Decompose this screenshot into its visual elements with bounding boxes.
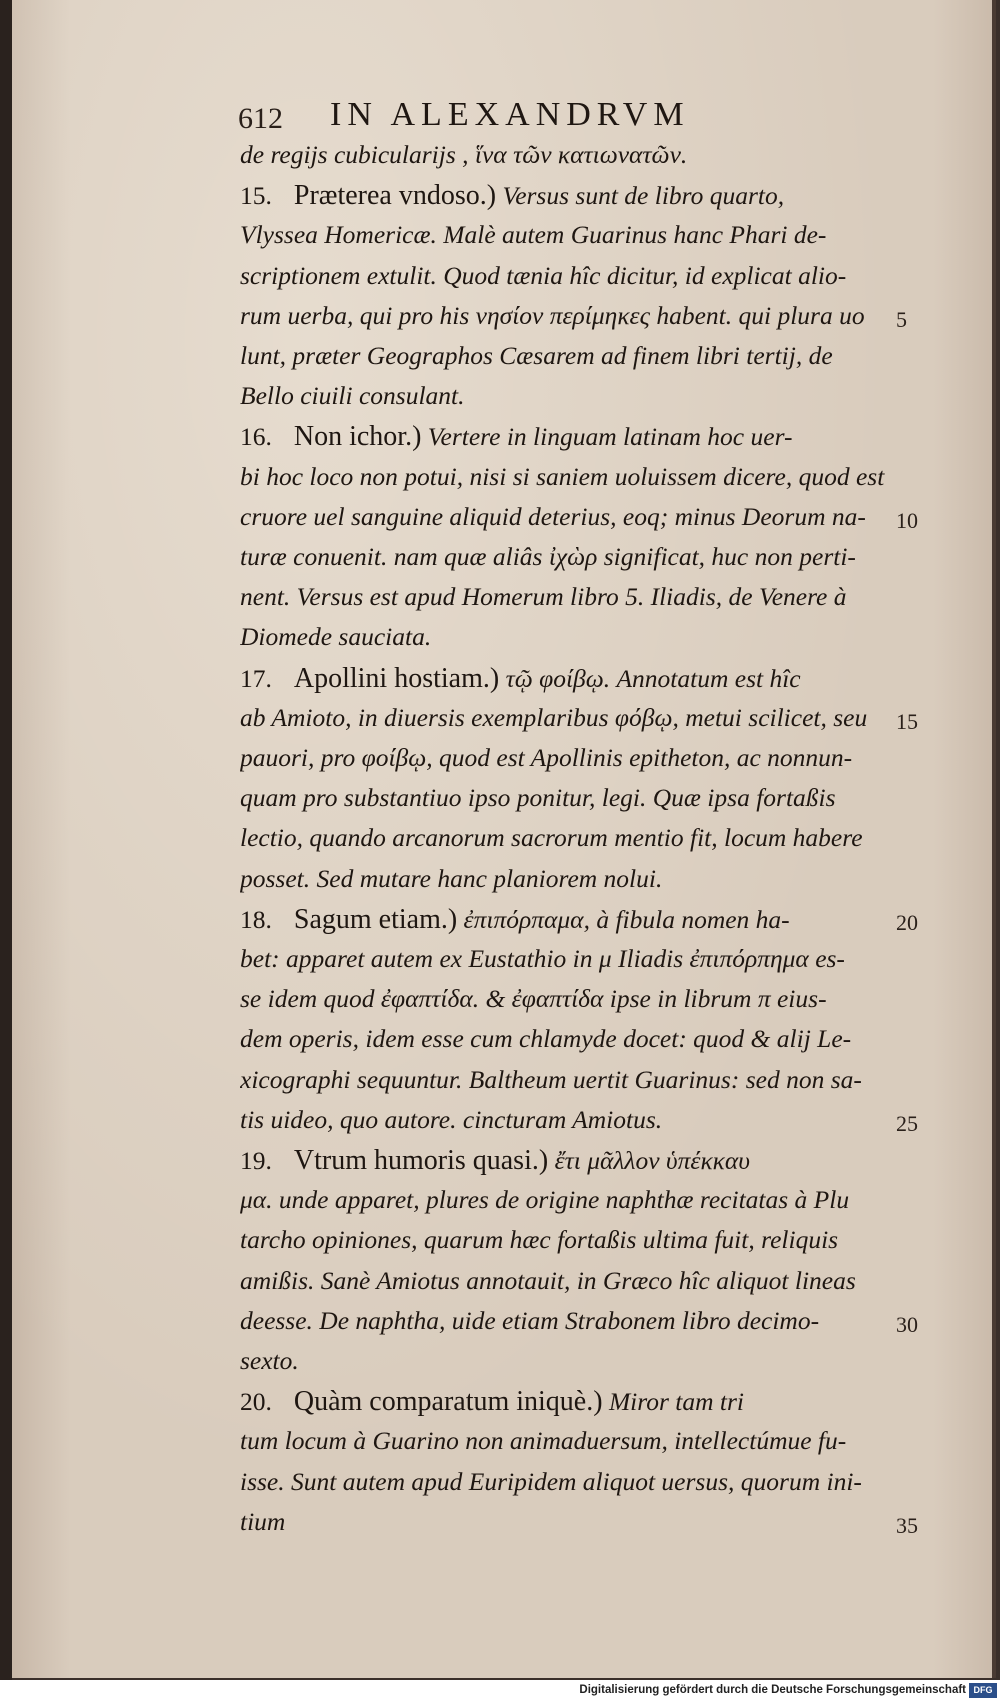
margin-line-numbers xyxy=(896,0,936,1680)
line-text: Diomede sauciata. xyxy=(240,622,432,652)
line-text: rum uerba, qui pro his νησίον περίμηκες habent. qui plura uo xyxy=(240,300,865,330)
note-lemma: Non ichor.) xyxy=(293,421,422,453)
text-line xyxy=(240,663,900,703)
line-text: isse. Sunt autem apud Euripidem aliquot uersus, quorum ini- xyxy=(240,1466,862,1496)
margin-number: 20 xyxy=(896,909,918,935)
text-line xyxy=(240,904,900,944)
line-text: de regijs cubicularijs , ἵνα τῶν κατιωνατῶν. xyxy=(240,140,688,169)
text-line xyxy=(240,864,900,904)
line-text: deesse. De naphtha, uide etiam Strabonem libro decimo- xyxy=(240,1305,820,1335)
line-text: scriptionem extulit. Quod tænia hîc dicitur, id explicat alio- xyxy=(240,260,847,290)
margin-number: 35 xyxy=(896,1512,918,1538)
line-text: amißis. Sanè Amiotus annotauit, in Græco hîc aliquot lineas xyxy=(240,1265,856,1295)
scan-edge xyxy=(0,0,12,1680)
margin-number: 15 xyxy=(896,708,918,734)
text-line xyxy=(240,462,900,502)
footer xyxy=(0,1680,1000,1703)
note-lemma: Sagum etiam.) xyxy=(293,903,458,935)
line-text: bet: apparet autem ex Eustathio in μ Iliadis ἐπιπόρπημα es- xyxy=(240,944,845,973)
dfg-logo: DFG xyxy=(969,1683,997,1698)
text-line xyxy=(240,1507,900,1547)
line-text: tis uideo, quo autore. cincturam Amiotus. xyxy=(240,1104,663,1134)
text-line xyxy=(240,1225,900,1265)
text-line xyxy=(240,1065,900,1105)
note-lemma: Vtrum humoris quasi.) xyxy=(293,1145,549,1176)
text-line xyxy=(240,502,900,542)
margin-number: 25 xyxy=(896,1110,918,1136)
text-line xyxy=(240,1145,900,1185)
margin-number: 30 xyxy=(896,1311,918,1337)
line-text: cruore uel sanguine aliquid deterius, eoq; minus Deorum na- xyxy=(240,501,866,531)
line-text: xicographi sequuntur. Baltheum uertit Guarinus: sed non sa- xyxy=(240,1064,862,1094)
line-text: dem operis, idem esse cum chlamyde docet: quod & alij Le- xyxy=(240,1024,852,1054)
line-text: sexto. xyxy=(240,1346,299,1375)
line-text: Miror tam tri xyxy=(602,1387,745,1417)
text-line xyxy=(240,341,900,381)
line-text: tarcho opiniones, quarum hæc fortaßis ultima fuit, reliquis xyxy=(240,1225,839,1255)
text-line xyxy=(240,944,900,984)
text-line xyxy=(240,743,900,783)
text-line xyxy=(240,1346,900,1386)
note-number: 17. xyxy=(240,663,272,693)
note-number: 20. xyxy=(240,1387,272,1417)
text-line xyxy=(240,140,900,180)
line-text: ἔτι μᾶλλον ὑπέκκαυ xyxy=(548,1146,751,1175)
line-text: τῷ φοίβῳ. Annotatum est hîc xyxy=(499,663,801,693)
line-text: μα. unde apparet, plures de origine naphthæ recitatas à Plu xyxy=(240,1185,850,1215)
line-text: lunt, præter Geographos Cæsarem ad finem libri tertij, de xyxy=(240,341,833,370)
text-line xyxy=(240,823,900,863)
line-text: bi hoc loco non potui, nisi si saniem uoluissem dicere, quod est xyxy=(240,461,885,491)
text-line xyxy=(240,1426,900,1466)
line-text: nent. Versus est apud Homerum libro 5. Iliadis, de Venere à xyxy=(240,582,847,612)
text-line xyxy=(240,1105,900,1145)
text-line xyxy=(240,220,900,260)
text-line xyxy=(240,622,900,662)
note-number: 16. xyxy=(240,422,272,452)
margin-number: 10 xyxy=(896,507,918,533)
line-text: ἐπιπόρπαμα, à fibula nomen ha- xyxy=(457,904,790,934)
note-lemma: Apollini hostiam.) xyxy=(293,662,500,694)
line-text: se idem quod ἐφαπτίδα. & ἐφαπτίδα ipse in librum π eius- xyxy=(240,984,827,1014)
line-text: pauori, pro φοίβῳ, quod est Apollinis epitheton, ac nonnun- xyxy=(240,743,853,772)
folio-number: 612 xyxy=(238,102,283,135)
line-text: tum locum à Guarino non animaduersum, intellectúmue fu- xyxy=(240,1426,847,1456)
line-text: quam pro substantiuo ipso ponitur, legi. Quæ ipsa fortaßis xyxy=(240,783,836,813)
line-text: lectio, quando arcanorum sacrorum mentio fit, locum habere xyxy=(240,823,863,853)
line-text: turæ conuenit. nam quæ aliâs ἰχὼρ significat, huc non perti- xyxy=(240,542,856,571)
text-line xyxy=(240,421,900,461)
text-line xyxy=(240,582,900,622)
running-head: IN ALEXANDRVM xyxy=(330,96,690,133)
text-line xyxy=(240,301,900,341)
line-text: Vertere in linguam latinam hoc uer- xyxy=(421,422,793,452)
text-line xyxy=(240,783,900,823)
page-header xyxy=(238,96,798,142)
line-text: ab Amioto, in diuersis exemplaribus φόβῳ, metui scilicet, seu xyxy=(240,702,868,732)
line-text: posset. Sed mutare hanc planiorem nolui. xyxy=(240,863,663,893)
note-number: 19. xyxy=(240,1146,272,1175)
text-line xyxy=(240,381,900,421)
funding-credit: Digitalisierung gefördert durch die Deutsche Forschungsgemeinschaft xyxy=(579,1684,966,1696)
text-line xyxy=(240,1386,900,1426)
text-line xyxy=(240,261,900,301)
text-line xyxy=(240,1024,900,1064)
note-lemma: Quàm comparatum iniquè.) xyxy=(293,1386,603,1418)
margin-number: 5 xyxy=(896,306,907,332)
text-line xyxy=(240,1266,900,1306)
text-line xyxy=(240,703,900,743)
line-text: tium xyxy=(240,1506,286,1536)
note-number: 18. xyxy=(240,904,272,934)
text-line xyxy=(240,1185,900,1225)
line-text: Vlyssea Homericæ. Malè autem Guarinus hanc Phari de- xyxy=(240,220,827,250)
note-lemma: Præterea vndoso.) xyxy=(293,180,497,212)
text-line xyxy=(240,180,900,220)
note-number: 15. xyxy=(240,181,272,211)
text-line xyxy=(240,542,900,582)
text-line xyxy=(240,984,900,1024)
text-line xyxy=(240,1467,900,1507)
line-text: Versus sunt de libro quarto, xyxy=(496,181,785,211)
text-line xyxy=(240,1306,900,1346)
line-text: Bello ciuili consulant. xyxy=(240,381,465,411)
